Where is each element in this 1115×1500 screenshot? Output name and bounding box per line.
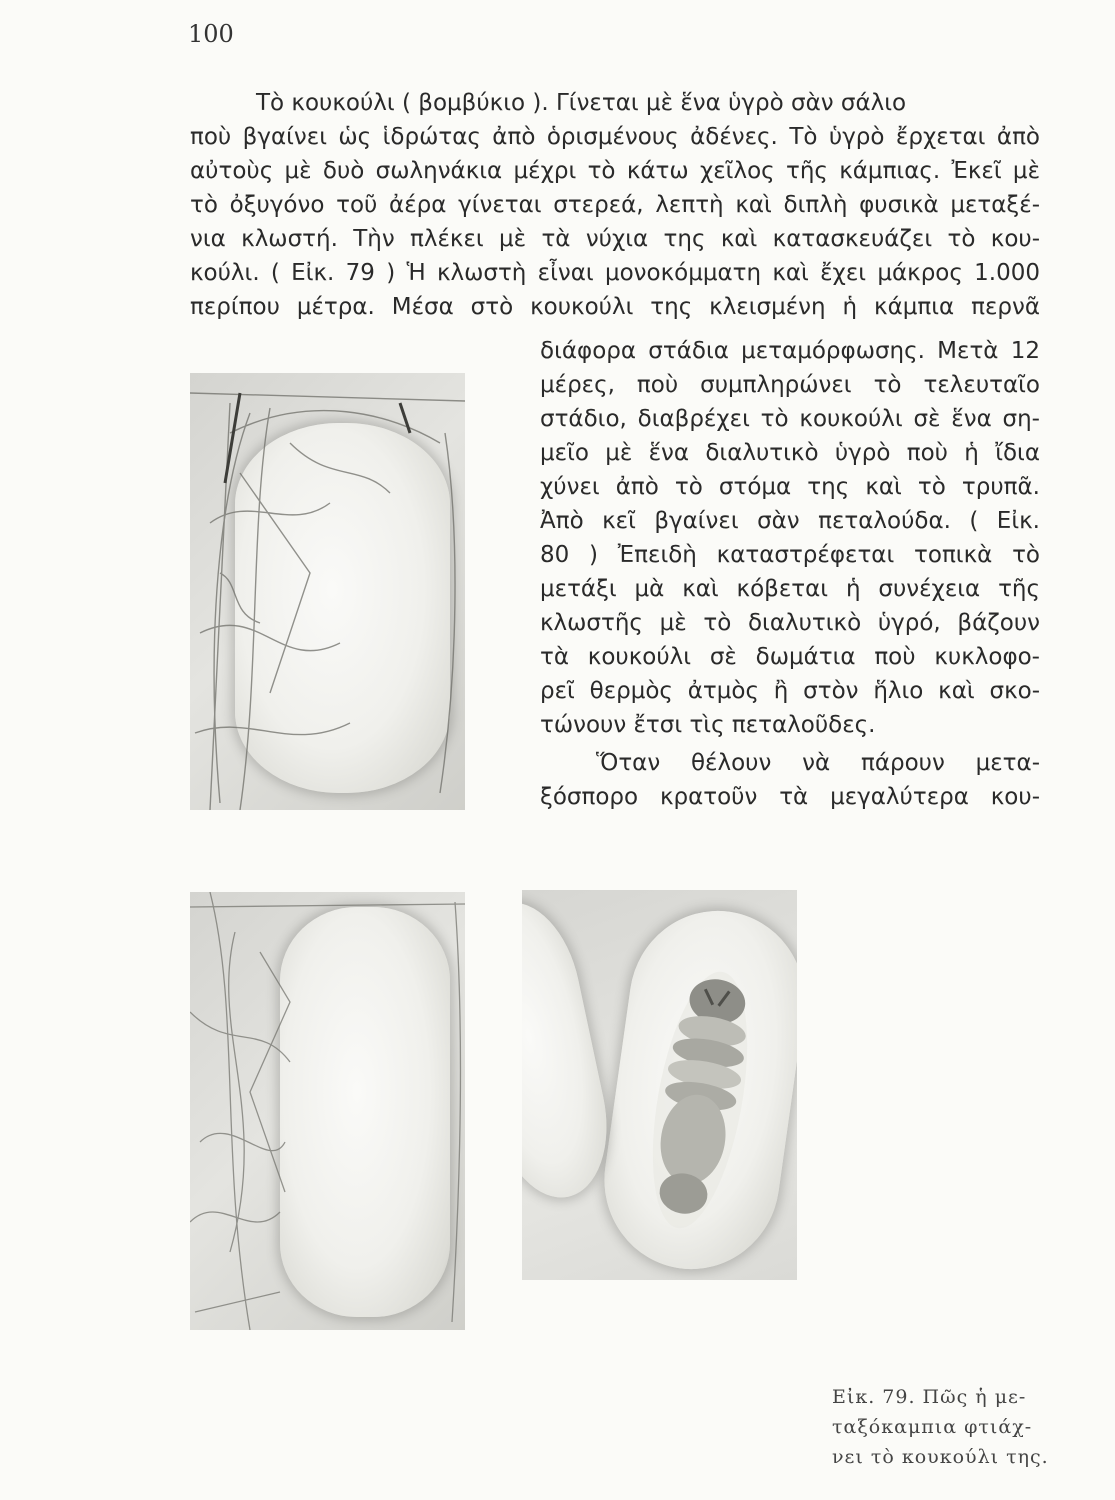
- text-line-7: περίπου μέτρα. Μέσα στὸ κουκούλι της κλεισμένη ἡ κάμπια περνᾶ: [190, 294, 1040, 320]
- column-line-9: κλωστῆς μὲ τὸ διαλυτικὸ ὑγρό, βάζουν: [540, 610, 1040, 636]
- column-line-5: χύνει ἀπὸ τὸ στόμα της καὶ τὸ τρυπᾶ.: [540, 474, 1040, 500]
- text-line-6: κούλι. ( Εἰκ. 79 ) Ἡ κλωστὴ εἶναι μονοκόμματη καὶ ἔχει μάκρος 1.000: [190, 260, 1040, 286]
- silk-web-illustration: [190, 892, 465, 1330]
- column-line-10: τὰ κουκούλι σὲ δωμάτια ποὺ κυκλοφο-: [540, 644, 1040, 670]
- photo-finished-cocoon: [190, 892, 465, 1330]
- column-line-4: μεῖο μὲ ἕνα διαλυτικὸ ὑγρὸ ποὺ ἡ ἴδια: [540, 440, 1040, 466]
- column-line-2: μέρες, ποὺ συμπληρώνει τὸ τελευταῖο: [540, 372, 1040, 398]
- silk-threads-illustration: [190, 373, 465, 810]
- photo-cocoon-in-web: [190, 373, 465, 810]
- text-line-4: τὸ ὀξυγόνο τοῦ ἀέρα γίνεται στερεά, λεπτὴ καὶ διπλὴ φυσικὰ μεταξέ-: [190, 192, 1040, 218]
- column-line-11: ρεῖ θερμὸς ἀτμὸς ἢ στὸν ἥλιο καὶ σκο-: [540, 678, 1040, 704]
- figure-caption-line-1: Εἰκ. 79. Πῶς ἡ με-: [832, 1386, 1027, 1408]
- column-line-8: μετάξι μὰ καὶ κόβεται ἡ συνέχεια τῆς: [540, 576, 1040, 602]
- column-line-6: Ἀπὸ κεῖ βγαίνει σὰν πεταλούδα. ( Εἰκ.: [540, 508, 1040, 534]
- pupa-illustration: [522, 890, 797, 1280]
- figure-caption-line-3: νει τὸ κουκούλι της.: [832, 1446, 1049, 1468]
- column-line-7: 80 ) Ἐπειδὴ καταστρέφεται τοπικὰ τὸ: [540, 542, 1040, 568]
- section-heading: Τὸ κουκούλι: [256, 90, 395, 116]
- column-line-1: διάφορα στάδια μεταμόρφωσης. Μετὰ 12: [540, 338, 1040, 364]
- text-line-3: αὐτοὺς μὲ δυὸ σωληνάκια μέχρι τὸ κάτω χεῖλος τῆς κάμπιας. Ἐκεῖ μὲ: [190, 158, 1040, 184]
- text-line-5: νια κλωστή. Τὴν πλέκει μὲ τὰ νύχια της καὶ κατασκευάζει τὸ κου-: [190, 226, 1040, 252]
- text-line-1: Τὸ κουκούλι ( βομβύκιο ). Γίνεται μὲ ἕνα ὑγρὸ σὰν σάλιο: [256, 90, 907, 116]
- column-line-3: στάδιο, διαβρέχει τὸ κουκούλι σὲ ἕνα ση-: [540, 406, 1040, 432]
- text-line-2: ποὺ βγαίνει ὡς ἱδρώτας ἀπὸ ὁρισμένους ἀδένες. Τὸ ὑγρὸ ἔρχεται ἀπὸ: [190, 124, 1040, 150]
- column-line-12: τώνουν ἔτσι τὶς πεταλοῦδες.: [540, 712, 876, 738]
- page-number: 100: [188, 20, 234, 48]
- column-line-13: Ὅταν θέλουν νὰ πάρουν μετα-: [596, 750, 1040, 776]
- photo-pupa-in-cocoon: [522, 890, 797, 1280]
- figure-caption-line-2: ταξόκαμπια φτιάχ-: [832, 1416, 1033, 1438]
- column-line-14: ξόσπορο κρατοῦν τὰ μεγαλύτερα κου-: [540, 784, 1040, 810]
